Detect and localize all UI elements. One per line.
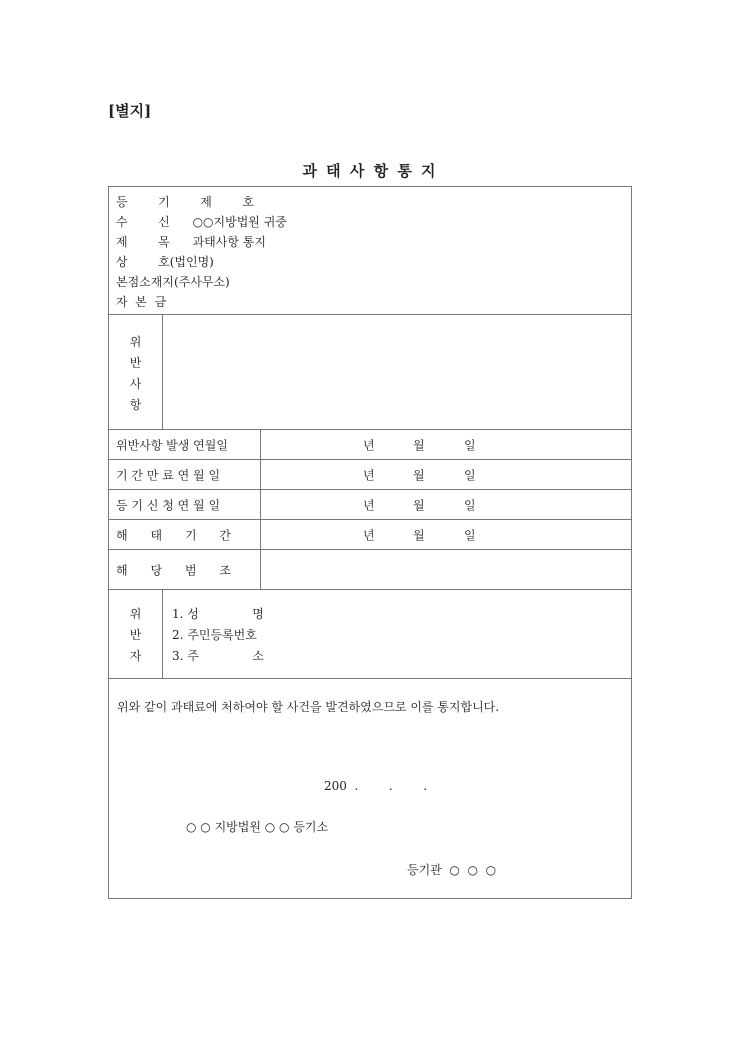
year-label: 년 xyxy=(363,528,375,542)
form-title: 과 태 사 항 통 지 xyxy=(302,162,438,180)
annex-label: [별지] xyxy=(108,102,152,120)
violator-label-cell xyxy=(109,590,163,678)
year-label: 년 xyxy=(363,468,375,482)
head-office-line: 본점소재지(주사무소) xyxy=(116,275,230,289)
violator-label-char: 위 xyxy=(129,607,142,621)
month-label: 월 xyxy=(413,438,425,452)
violation-section xyxy=(109,315,631,430)
notice-form xyxy=(108,186,632,899)
day-label: 일 xyxy=(464,528,476,542)
month-label: 월 xyxy=(413,528,425,542)
neglect-period-row xyxy=(109,520,631,550)
header-section xyxy=(109,187,631,315)
year-label: 년 xyxy=(363,498,375,512)
day-label: 일 xyxy=(464,468,476,482)
notice-date: 200 . . . xyxy=(324,779,428,793)
occurrence-date-row xyxy=(109,430,631,460)
violator-label-char: 반 xyxy=(129,628,142,642)
violator-label-char: 자 xyxy=(129,649,142,663)
row-label: 기 간 만 료 연 월 일 xyxy=(116,468,221,482)
violator-section xyxy=(109,590,631,679)
recipient-line: 수 신 ○○지방법원 귀중 xyxy=(116,215,287,229)
notice-text: 위와 같이 과태료에 처하여야 할 사건을 발견하였으므로 이를 통지합니다. xyxy=(117,700,500,714)
row-label: 해 태 기 간 xyxy=(116,528,232,542)
capital-line: 자 본 금 xyxy=(116,295,167,309)
violator-name-field: 1. 성 명 xyxy=(172,607,264,621)
month-label: 월 xyxy=(413,498,425,512)
violation-label-char: 항 xyxy=(129,398,142,412)
row-label: 위반사항 발생 연월일 xyxy=(116,438,228,452)
applicable-law-row xyxy=(109,550,631,590)
violation-label-char: 사 xyxy=(129,377,142,391)
company-line: 상 호(법인명) xyxy=(116,255,214,269)
registrar-signature: 등기관 ○ ○ ○ xyxy=(407,863,497,877)
year-label: 년 xyxy=(363,438,375,452)
day-label: 일 xyxy=(464,438,476,452)
application-date-row xyxy=(109,490,631,520)
subject-line: 제 목 과태사항 통지 xyxy=(116,235,266,249)
expiry-date-row xyxy=(109,460,631,490)
violation-label-cell xyxy=(109,315,163,429)
month-label: 월 xyxy=(413,468,425,482)
notice-section xyxy=(109,679,631,898)
row-label: 등 기 신 청 연 월 일 xyxy=(116,498,221,512)
registry-office: ○ ○ 지방법원 ○ ○ 등기소 xyxy=(186,820,329,834)
day-label: 일 xyxy=(464,498,476,512)
violation-label-char: 위 xyxy=(129,335,142,349)
violation-label-char: 반 xyxy=(129,356,142,370)
registration-no-line: 등 기 제 호 xyxy=(116,195,254,209)
row-label: 해 당 범 조 xyxy=(116,563,232,577)
violator-resident-no-field: 2. 주민등록번호 xyxy=(172,628,257,642)
violator-address-field: 3. 주 소 xyxy=(172,649,264,663)
